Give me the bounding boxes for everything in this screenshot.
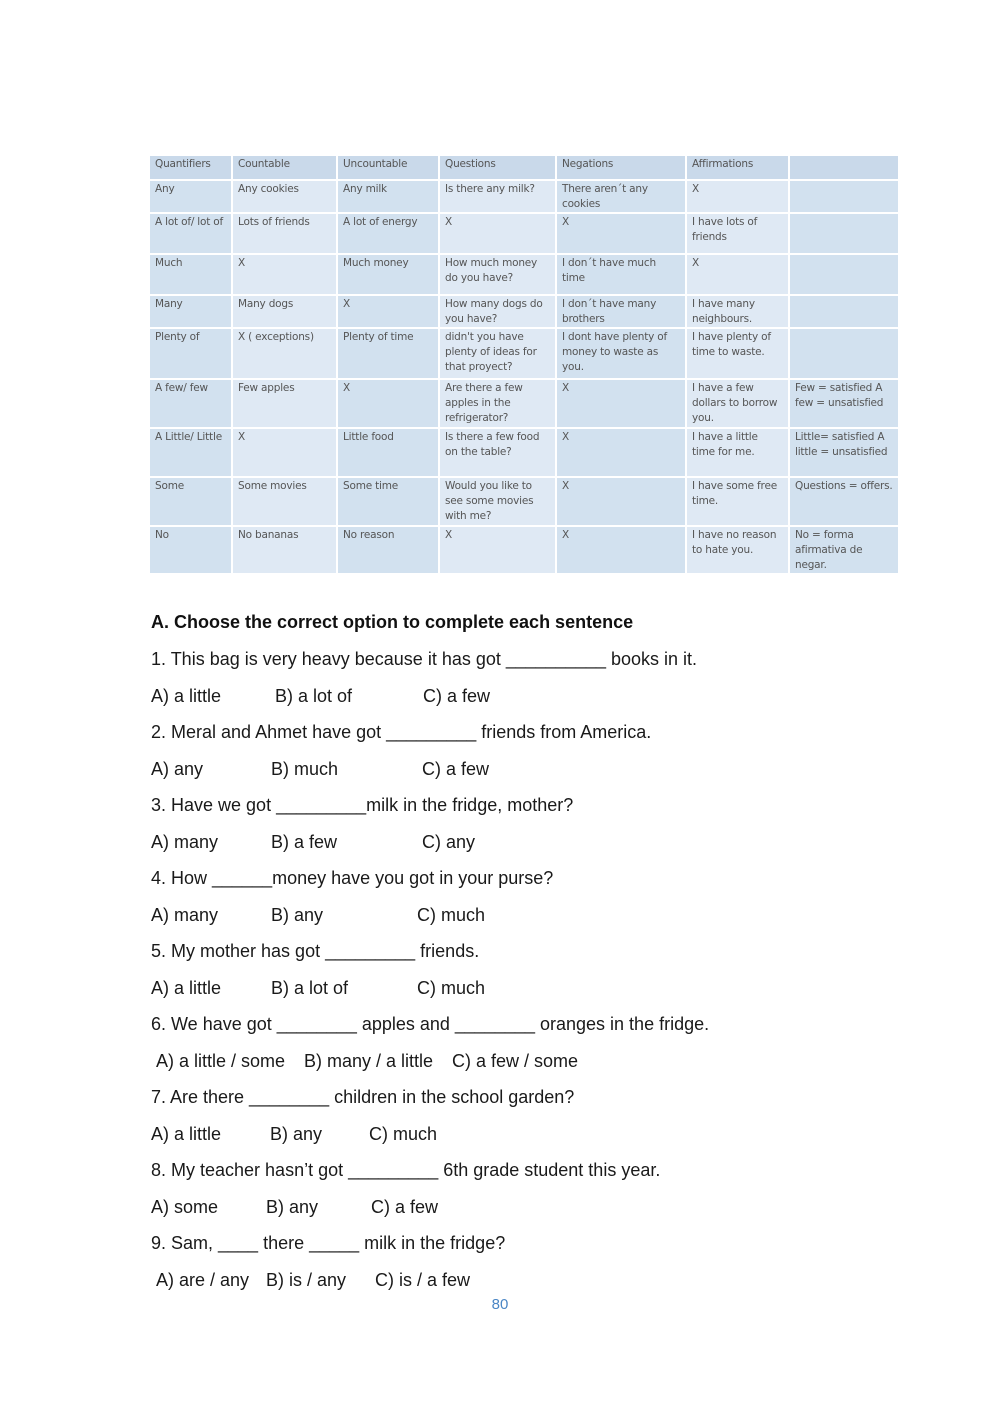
table-row [150, 428, 898, 477]
table-cell: X [556, 526, 686, 574]
table-cell: Is there a few food on the table? [439, 428, 556, 477]
table-cell: I have a little time for me. [686, 428, 789, 477]
table-cell: Few apples [232, 379, 337, 428]
table-cell: A lot of/ lot of [150, 213, 232, 254]
table-cell: There aren´t any cookies [556, 180, 686, 213]
section-title: A. Choose the correct option to complete each sentence [151, 612, 634, 632]
option-b[interactable]: B) any [270, 1123, 323, 1144]
option-c[interactable]: C) much [417, 977, 486, 998]
question-1: 1. This bag is very heavy because it has got __________ books in it. [151, 649, 698, 669]
table-cell: Little food [337, 428, 439, 477]
question-2: 2. Meral and Ahmet have got _________ friends from America. [151, 722, 652, 742]
option-a[interactable]: A) a little [151, 1123, 222, 1144]
table-cell: No = forma afirmativa de negar. [789, 526, 898, 574]
table-cell: Would you like to see some movies with me? [439, 477, 556, 526]
options-3 [151, 831, 911, 868]
table-cell: didn't you have plenty of ideas for that proyect? [439, 328, 556, 379]
table-cell: Many dogs [232, 295, 337, 328]
table-header-cell: Uncountable [337, 156, 439, 180]
table-header-cell: Affirmations [686, 156, 789, 180]
table-cell: Many [150, 295, 232, 328]
table-row [150, 213, 898, 254]
option-b[interactable]: B) a few [271, 831, 338, 852]
table-cell: Plenty of [150, 328, 232, 379]
table-row [150, 477, 898, 526]
table-cell: X [232, 428, 337, 477]
option-b[interactable]: B) any [271, 904, 324, 925]
table-header-cell: Negations [556, 156, 686, 180]
option-c[interactable]: C) is / a few [375, 1269, 471, 1290]
option-b[interactable]: B) any [266, 1196, 319, 1217]
table-row [150, 254, 898, 295]
options-2 [151, 758, 911, 795]
table-cell: X ( exceptions) [232, 328, 337, 379]
option-b[interactable]: B) a lot of [275, 685, 353, 706]
table-cell: Any [150, 180, 232, 213]
page-number: 80 [491, 1296, 509, 1313]
table-cell: X [337, 295, 439, 328]
table-cell: Plenty of time [337, 328, 439, 379]
table-cell [789, 254, 898, 295]
table-cell: X [686, 254, 789, 295]
options-4 [151, 904, 911, 941]
options-8 [151, 1196, 911, 1233]
question-7: 7. Are there ________ children in the school garden? [151, 1087, 575, 1107]
table-cell: Are there a few apples in the refrigerator? [439, 379, 556, 428]
option-c[interactable]: C) a few / some [452, 1050, 579, 1071]
option-a[interactable]: A) many [151, 904, 219, 925]
option-a[interactable]: A) any [151, 758, 204, 779]
option-a[interactable]: A) a little [151, 685, 222, 706]
table-header-cell: Quantifiers [150, 156, 232, 180]
table-cell [789, 213, 898, 254]
table-cell: Lots of friends [232, 213, 337, 254]
table-cell: I don´t have much time [556, 254, 686, 295]
options-5 [151, 977, 911, 1014]
table-cell: X [232, 254, 337, 295]
table-cell: A Little/ Little [150, 428, 232, 477]
table-cell: I have a few dollars to borrow you. [686, 379, 789, 428]
options-6 [151, 1050, 911, 1087]
exercise-list [151, 648, 911, 1305]
table-cell: Much money [337, 254, 439, 295]
table-cell: I have plenty of time to waste. [686, 328, 789, 379]
table-cell: How many dogs do you have? [439, 295, 556, 328]
table-cell: No [150, 526, 232, 574]
table-cell [789, 180, 898, 213]
table-cell: A few/ few [150, 379, 232, 428]
option-a[interactable]: A) a little / some [156, 1050, 286, 1071]
table-row [150, 295, 898, 328]
question-8: 8. My teacher hasn’t got _________ 6th grade student this year. [151, 1160, 661, 1180]
table-row [150, 180, 898, 213]
table-cell: I have some free time. [686, 477, 789, 526]
option-b[interactable]: B) is / any [266, 1269, 347, 1290]
option-c[interactable]: C) much [369, 1123, 438, 1144]
table-cell: How much money do you have? [439, 254, 556, 295]
table-cell: A lot of energy [337, 213, 439, 254]
option-b[interactable]: B) many / a little [304, 1050, 434, 1071]
table-cell: Few = satisfied A few = unsatisfied [789, 379, 898, 428]
table-cell: No bananas [232, 526, 337, 574]
option-a[interactable]: A) are / any [156, 1269, 250, 1290]
table-cell: Any milk [337, 180, 439, 213]
question-6: 6. We have got ________ apples and ________ oranges in the fridge. [151, 1014, 710, 1034]
table-cell: X [556, 477, 686, 526]
table-cell: No reason [337, 526, 439, 574]
option-a[interactable]: A) some [151, 1196, 219, 1217]
table-cell: Some time [337, 477, 439, 526]
question-9: 9. Sam, ____ there _____ milk in the fridge? [151, 1233, 506, 1253]
table-header-cell: Questions [439, 156, 556, 180]
table-cell: X [556, 428, 686, 477]
option-c[interactable]: C) a few [422, 758, 490, 779]
table-cell: Much [150, 254, 232, 295]
table-cell: I dont have plenty of money to waste as you. [556, 328, 686, 379]
option-b[interactable]: B) a lot of [271, 977, 349, 998]
table-row [150, 328, 898, 379]
options-1 [151, 685, 911, 722]
table-cell: Is there any milk? [439, 180, 556, 213]
table-cell [789, 328, 898, 379]
option-b[interactable]: B) much [271, 758, 339, 779]
options-7 [151, 1123, 911, 1160]
option-a[interactable]: A) a little [151, 977, 222, 998]
question-5: 5. My mother has got _________ friends. [151, 941, 480, 961]
question-4: 4. How ______money have you got in your purse? [151, 868, 554, 888]
table-cell: Any cookies [232, 180, 337, 213]
option-c[interactable]: C) a few [423, 685, 491, 706]
table-row [150, 526, 898, 574]
option-c[interactable]: C) a few [371, 1196, 439, 1217]
table-cell: X [556, 379, 686, 428]
question-3: 3. Have we got _________milk in the fridge, mother? [151, 795, 574, 815]
table-cell: I don´t have many brothers [556, 295, 686, 328]
table-cell: Little= satisfied A little = unsatisfied [789, 428, 898, 477]
option-a[interactable]: A) many [151, 831, 219, 852]
table-header-cell [789, 156, 898, 180]
table-cell: Questions = offers. [789, 477, 898, 526]
table-header-cell: Countable [232, 156, 337, 180]
table-cell: I have no reason to hate you. [686, 526, 789, 574]
table-cell: Some movies [232, 477, 337, 526]
table-cell: X [686, 180, 789, 213]
quantifiers-table [150, 156, 898, 575]
table-cell: I have many neighbours. [686, 295, 789, 328]
table-cell: X [556, 213, 686, 254]
table-cell: X [337, 379, 439, 428]
table-cell: X [439, 213, 556, 254]
option-c[interactable]: C) much [417, 904, 486, 925]
table-cell [789, 295, 898, 328]
table-cell: Some [150, 477, 232, 526]
table-row [150, 379, 898, 428]
table-cell: I have lots of friends [686, 213, 789, 254]
option-c[interactable]: C) any [422, 831, 476, 852]
table-header-row [150, 156, 898, 180]
table-cell: X [439, 526, 556, 574]
